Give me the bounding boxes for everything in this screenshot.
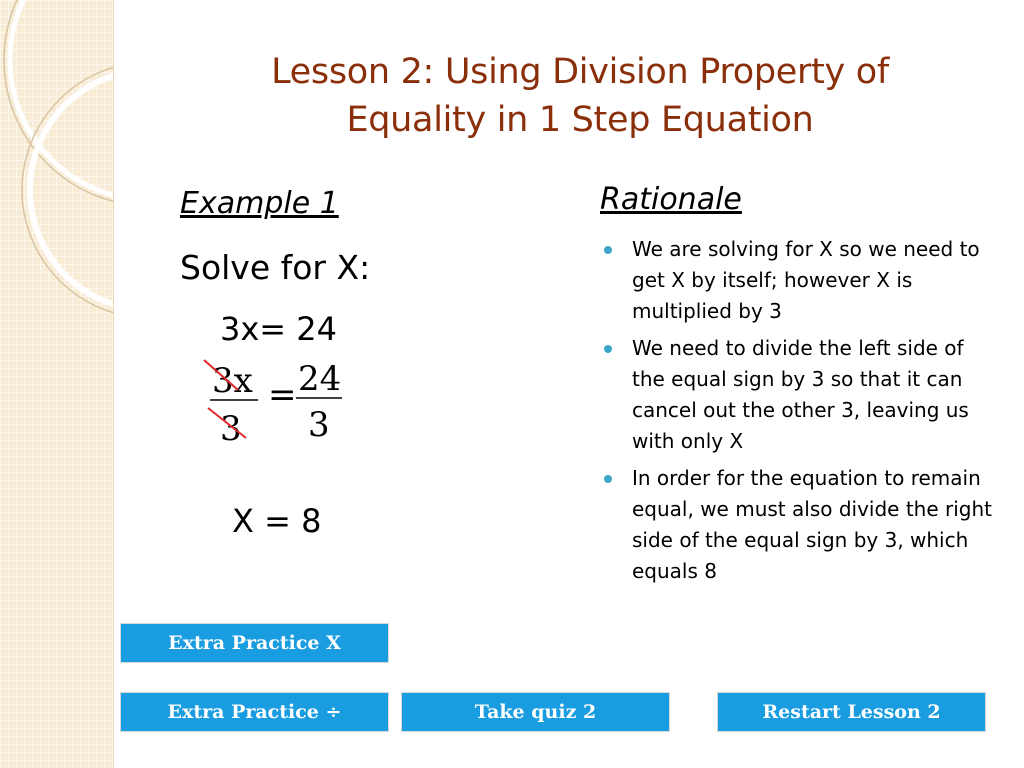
slide-title-line1: Lesson 2: Using Division Property of <box>271 52 889 92</box>
decorative-circles <box>0 0 113 768</box>
fraction-equals: = <box>268 375 297 415</box>
decorative-sidebar <box>0 0 114 768</box>
rationale-item-text: We need to divide the left side of the equal sign by 3 so that it can cancel out the other 3, leaving us with only X <box>632 336 969 453</box>
example-heading: Example 1 <box>180 186 339 221</box>
rationale-item-text: In order for the equation to remain equal, we must also divide the right side of the equal sign by 3, which equals 8 <box>632 466 992 583</box>
rationale-item <box>600 463 1000 587</box>
fraction-work <box>190 352 360 447</box>
slide-title-line2: Equality in 1 Step Equation <box>346 100 814 140</box>
extra-practice-multiply-button[interactable]: Extra Practice X <box>120 623 389 663</box>
solve-prompt: Solve for X: <box>180 248 371 287</box>
take-quiz-button[interactable]: Take quiz 2 <box>401 692 670 732</box>
left-numerator: 3x <box>212 361 253 401</box>
bullet-dot-icon <box>604 246 612 254</box>
rationale-item <box>600 234 1000 327</box>
rationale-list <box>600 234 1000 593</box>
slide-title <box>170 48 990 144</box>
restart-lesson-button[interactable]: Restart Lesson 2 <box>717 692 986 732</box>
rationale-item-text: We are solving for X so we need to get X by itself; however X is multiplied by 3 <box>632 237 980 323</box>
answer: X = 8 <box>232 502 322 540</box>
rationale-heading: Rationale <box>600 182 742 217</box>
bullet-dot-icon <box>604 345 612 353</box>
rationale-item <box>600 333 1000 457</box>
equation: 3x= 24 <box>220 310 337 348</box>
extra-practice-divide-button[interactable]: Extra Practice ÷ <box>120 692 389 732</box>
right-numerator: 24 <box>298 359 342 399</box>
bullet-dot-icon <box>604 475 612 483</box>
left-denominator: 3 <box>220 409 242 447</box>
right-denominator: 3 <box>308 405 330 445</box>
